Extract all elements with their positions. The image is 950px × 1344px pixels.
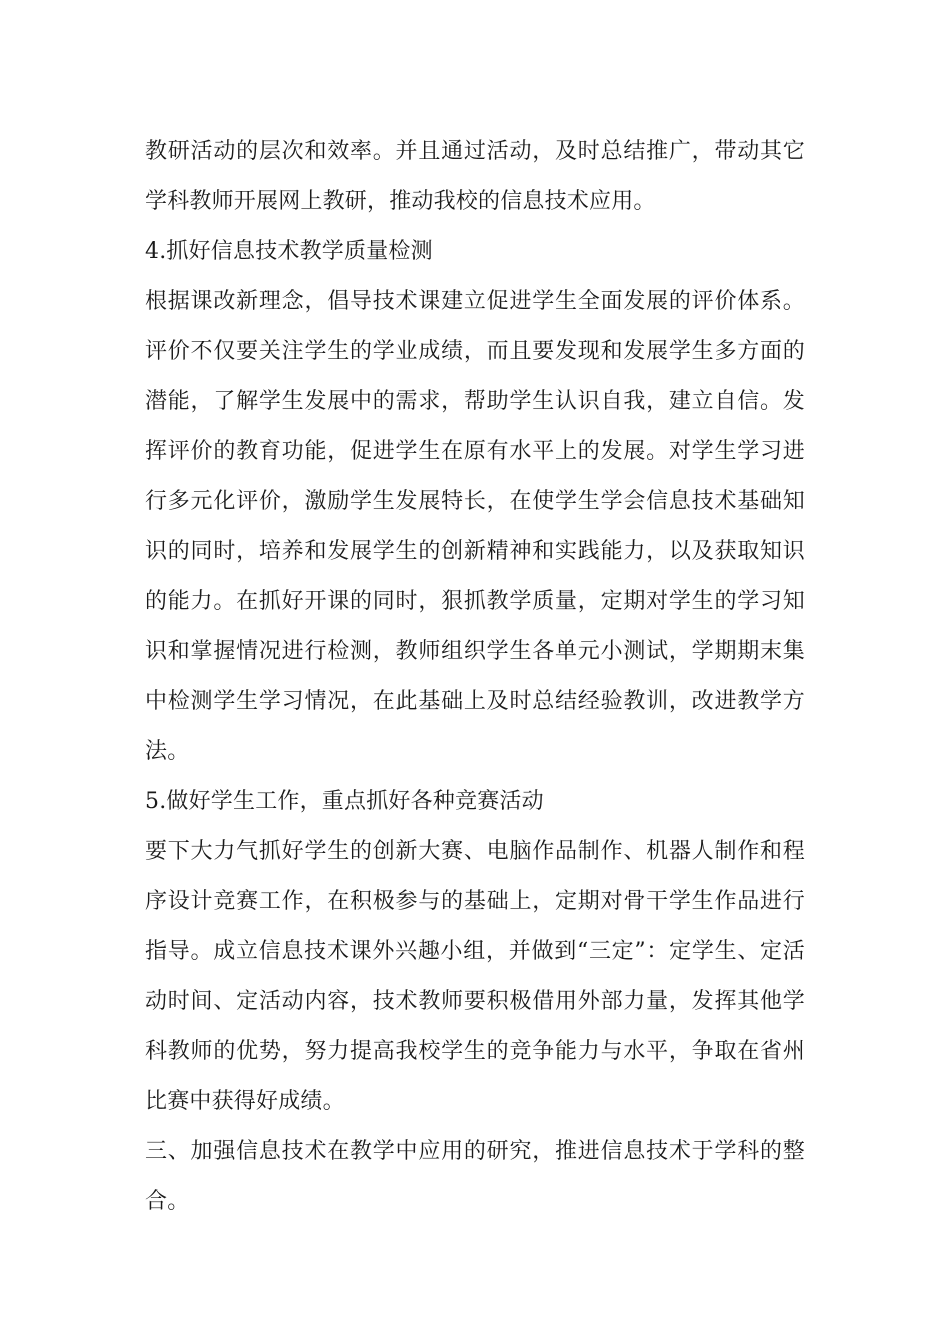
- paragraph-competitions: 要下大力气抓好学生的创新大赛、电脑作品制作、机器人制作和程序设计竞赛工作，在积极参与的基础上，定期对骨干学生作品进行指导。成立信息技术课外兴趣小组，并做到“三定”：定学生、定活动时间、定活动内容，技术教师要积极借用外部力量，发挥其他学科教师的优势，努力提高我校学生的竞争能力与水平，争取在省州比赛中获得好成绩。: [145, 839, 805, 1114]
- section-heading-quality-check: 4.抓好信息技术教学质量检测: [145, 239, 433, 264]
- document-body: [145, 127, 805, 1227]
- paragraph-continuation: 教研活动的层次和效率。并且通过活动，及时总结推广，带动其它学科教师开展网上教研，推动我校的信息技术应用。: [145, 139, 805, 214]
- section-heading-competitions: 5.做好学生工作，重点抓好各种竞赛活动: [145, 789, 544, 814]
- section-heading-integration: 三、加强信息技术在教学中应用的研究，推进信息技术于学科的整合。: [145, 1139, 805, 1214]
- paragraph-evaluation: 根据课改新理念，倡导技术课建立促进学生全面发展的评价体系。评价不仅要关注学生的学业成绩，而且要发现和发展学生多方面的潜能，了解学生发展中的需求，帮助学生认识自我，建立自信。发挥评价的教育功能，促进学生在原有水平上的发展。对学生学习进行多元化评价，激励学生发展特长，在使学生学会信息技术基础知识的同时，培养和发展学生的创新精神和实践能力，以及获取知识的能力。在抓好开课的同时，狠抓教学质量，定期对学生的学习知识和掌握情况进行检测，教师组织学生各单元小测试，学期期末集中检测学生学习情况，在此基础上及时总结经验教训，改进教学方法。: [145, 289, 805, 764]
